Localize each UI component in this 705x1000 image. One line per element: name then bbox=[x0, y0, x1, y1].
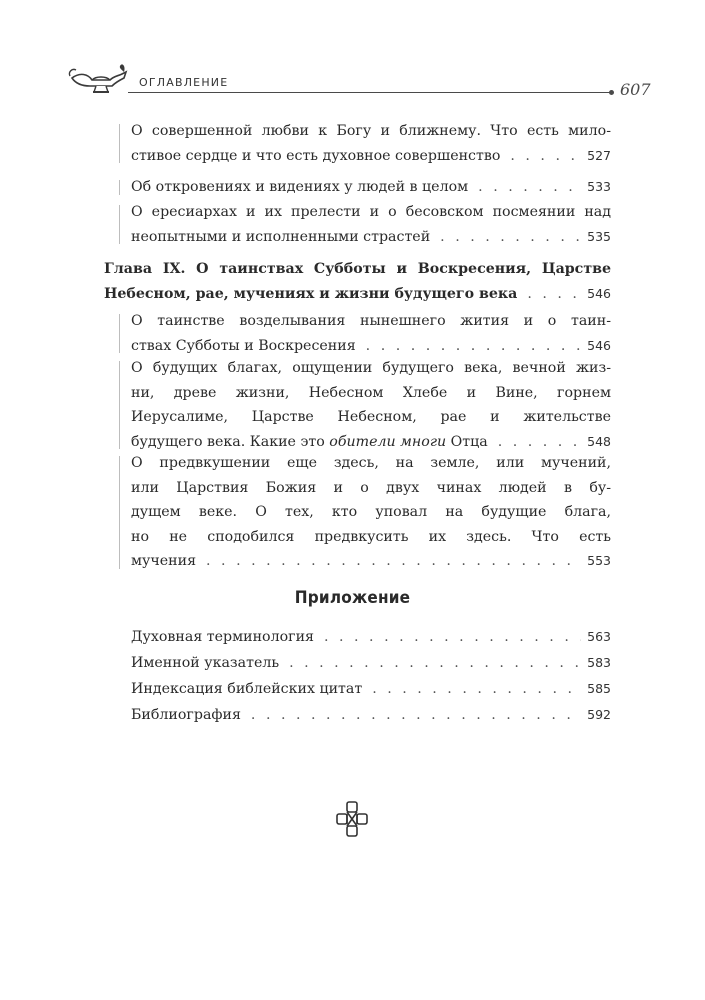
toc-appendix-bible-index[interactable] bbox=[131, 677, 611, 702]
toc-entry-line: О предвкушении еще здесь, на земле, или мучений, bbox=[131, 455, 611, 471]
toc-entry-line: О совершенной любви к Богу и ближнему. Что есть мило- bbox=[131, 123, 611, 139]
toc-entry-line: О будущих благах, ощущении будущего века, вечной жиз- bbox=[131, 360, 611, 376]
toc-entry-line: О ересиархах и их прелести и о бесовском посмеянии над bbox=[131, 204, 611, 220]
toc-page-number: 585 bbox=[587, 681, 611, 696]
toc-entry-line: Индексация библейских цитат bbox=[131, 681, 363, 697]
toc-page-number: 546 bbox=[587, 337, 611, 353]
toc-appendix-terminology[interactable] bbox=[131, 625, 611, 650]
toc-entry-line: ни, древе жизни, Небесном Хлебе и Вине, горнем bbox=[131, 384, 611, 401]
toc-entry-line: Отца bbox=[446, 433, 488, 450]
dot-leader bbox=[324, 625, 581, 650]
toc-page-number: 527 bbox=[587, 147, 611, 163]
dot-leader bbox=[440, 225, 581, 250]
toc-entry-line: Библиография bbox=[131, 707, 241, 723]
toc-entry-revelations[interactable] bbox=[131, 175, 611, 200]
toc-chapter-9[interactable] bbox=[104, 257, 611, 306]
toc-page-number: 583 bbox=[587, 655, 611, 670]
toc-entry-line: но не сподобился предвкусить их здесь. Что есть bbox=[131, 528, 611, 545]
toc-entry-line: стивое сердце и что есть духовное совершенство bbox=[131, 147, 501, 164]
running-header-title: ОГЛАВЛЕНИЕ bbox=[139, 76, 229, 89]
dot-leader bbox=[206, 549, 581, 574]
page-number: 607 bbox=[620, 80, 651, 99]
toc-page-number: 533 bbox=[587, 179, 611, 194]
toc-entry-line: О таинстве возделывания нынешнего жития и о таин- bbox=[131, 313, 611, 329]
toc-page-number: 592 bbox=[587, 707, 611, 722]
toc-entry-heresiarchs[interactable] bbox=[131, 200, 611, 249]
dot-leader bbox=[372, 677, 581, 702]
chapter-title-line: Глава IX. О таинствах Субботы и Воскресения, Царстве bbox=[104, 261, 611, 277]
dot-leader bbox=[478, 175, 581, 200]
chapter-title-line: Небесном, рае, мучениях и жизни будущего века bbox=[104, 285, 518, 302]
dot-leader bbox=[289, 651, 581, 676]
toc-entry-sabbath-mystery[interactable] bbox=[131, 309, 611, 358]
dot-leader bbox=[510, 144, 581, 169]
toc-entry-line: Именной указатель bbox=[131, 655, 280, 671]
toc-entry-foretaste[interactable] bbox=[131, 451, 611, 574]
toc-page-number: 563 bbox=[587, 629, 611, 644]
header-rule bbox=[128, 92, 611, 93]
toc-entry-line: ствах Субботы и Воскресения bbox=[131, 337, 356, 354]
toc-entry-line: дущем веке. О тех, кто уповал на будущие блага, bbox=[131, 504, 611, 521]
dot-leader bbox=[366, 334, 581, 359]
appendix-heading: Приложение bbox=[294, 588, 411, 608]
toc-entry-future-blessings[interactable] bbox=[131, 356, 611, 454]
oil-lamp-icon bbox=[66, 58, 130, 98]
toc-page-number: 535 bbox=[587, 228, 611, 244]
toc-entry-line: Духовная терминология bbox=[131, 629, 314, 645]
toc-entry-line: Об откровениях и видениях у людей в целом bbox=[131, 179, 469, 195]
cross-ornament-icon bbox=[335, 800, 369, 838]
toc-entry-line: неопытными и исполненными страстей bbox=[131, 228, 431, 245]
italic-quote: обители многи bbox=[329, 433, 447, 450]
toc-entry-line: Иерусалиме, Царстве Небесном, рае и жительстве bbox=[131, 409, 611, 426]
toc-page-number: 553 bbox=[587, 553, 611, 569]
toc-entry-line: будущего века. Какие это bbox=[131, 433, 330, 450]
toc-entry-line: или Царствия Божия и о двух чинах людей в бу- bbox=[131, 479, 611, 496]
toc-entry-perfect-love[interactable] bbox=[131, 119, 611, 168]
toc-entry-line: мучения bbox=[131, 553, 197, 570]
dot-leader bbox=[527, 282, 581, 307]
toc-page-number: 546 bbox=[587, 285, 611, 301]
toc-appendix-name-index[interactable] bbox=[131, 651, 611, 676]
dot-leader bbox=[251, 703, 581, 728]
toc-page-number: 548 bbox=[587, 433, 611, 449]
toc-appendix-bibliography[interactable] bbox=[131, 703, 611, 728]
